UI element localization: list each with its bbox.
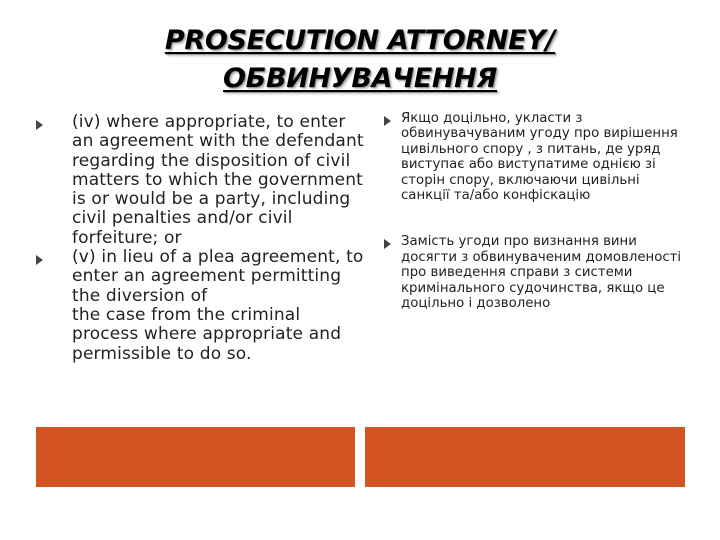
accent-box-left	[36, 427, 355, 487]
bullet-arrow-icon	[36, 255, 43, 265]
right-bullet-text: Замість угоди про визнання вини досягти з обвинуваченим домовленості про виведення справи з системи кримінального судочинства, якщо це доцільно і дозволено	[401, 234, 682, 312]
slide-title	[60, 22, 660, 98]
left-column	[36, 113, 366, 364]
right-bullet-item	[384, 111, 684, 203]
title-line-english: PROSECUTION ATTORNEY/	[164, 25, 556, 56]
right-bullet-item	[384, 234, 684, 311]
left-bullet-item	[36, 248, 366, 364]
left-bullet-item	[36, 113, 366, 248]
right-bullet-text: Якщо доцільно, укласти з обвинувачуваним угоду про вирішення цивільного спору , з питань, де уряд виступає або виступатиме однією зі сторін спору, включаючи цивільні санкції та/або конфіскацію	[401, 111, 678, 204]
bullet-arrow-icon	[384, 116, 391, 126]
right-column	[384, 111, 684, 311]
accent-box-right	[365, 427, 685, 487]
left-bullet-text: (v) in lieu of a plea agreement, to enter an agreement permitting the diversion of the case from the criminal process where appropriate and permissible to do so.	[72, 247, 364, 364]
left-bullet-text: (iv) where appropriate, to enter an agreement with the defendant regarding the disposition of civil matters to which the government is or would be a party, including civil penalties and/or civil forfeiture; or	[72, 112, 364, 248]
bullet-arrow-icon	[384, 239, 391, 249]
bullet-arrow-icon	[36, 120, 43, 130]
title-line-ukrainian: ОБВИНУВАЧЕННЯ	[223, 63, 497, 94]
